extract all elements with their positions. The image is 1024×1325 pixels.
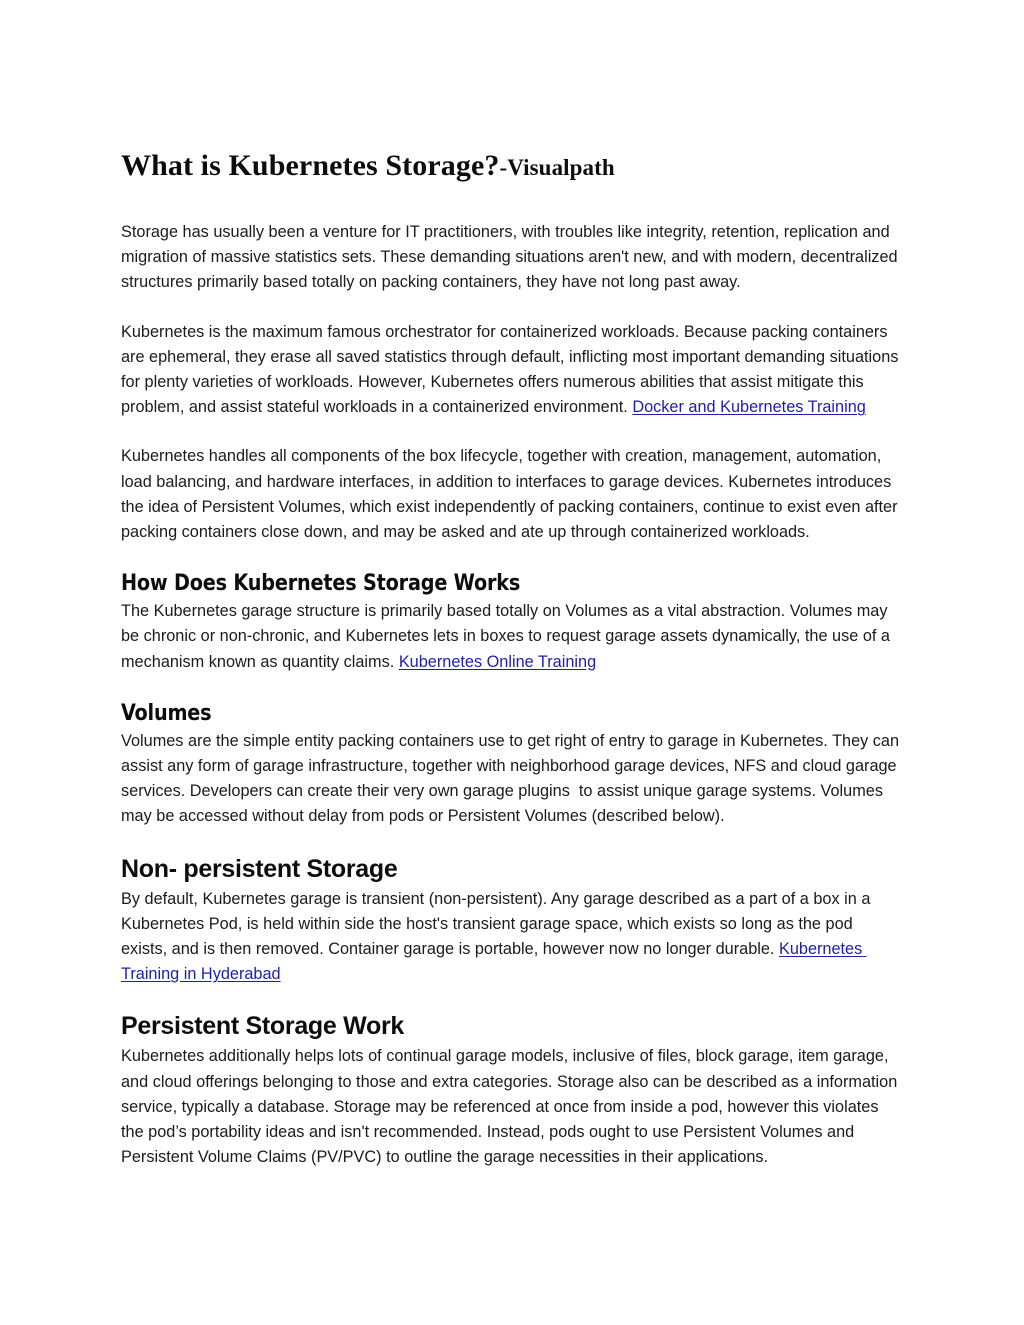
page-title-main: What is Kubernetes Storage?	[121, 149, 500, 182]
how-it-works-paragraph-text: The Kubernetes garage structure is primarily based totally on Volumes as a vital abstraction. Volumes may be chronic or non-chronic, and Kubernetes lets in boxes to request garage assets dynamically, the use of a mechanism known as quantity claims.	[121, 602, 895, 671]
intro-paragraph-3: Kubernetes handles all components of the box lifecycle, together with creation, management, automation, load balancing, and hardware interfaces, in addition to interfaces to garage devices. Kubernetes introduces the idea of Persistent Volumes, which exist independently of packing containers, continue to exist even after packing containers close down, and may be asked and ate up through containerized workloads.	[121, 447, 903, 542]
docker-kubernetes-training-link[interactable]: Docker and Kubernetes Training	[632, 398, 866, 417]
heading-non-persistent-storage: Non- persistent Storage	[121, 854, 398, 883]
how-it-works-paragraph	[121, 599, 903, 675]
kubernetes-training-hyderabad-link[interactable]: Kubernetes Training in Hyderabad	[121, 940, 867, 984]
non-persistent-paragraph	[121, 887, 903, 988]
page-title-suffix: -Visualpath	[499, 155, 615, 180]
document-content	[121, 148, 903, 1170]
heading-volumes: Volumes	[121, 699, 212, 726]
kubernetes-online-training-link[interactable]: Kubernetes Online Training	[398, 652, 597, 671]
intro-paragraph-1: Storage has usually been a venture for IT practitioners, with troubles like integrity, retention, replication and migration of massive statistics sets. These demanding situations aren't new, and with modern, decentralized structures primarily based totally on packing containers, they have not long past away.	[121, 223, 903, 292]
page-title	[121, 148, 903, 186]
persistent-paragraph: Kubernetes additionally helps lots of continual garage models, inclusive of files, block garage, item garage, and cloud offerings belonging to those and extra categories. Storage also can be described as a information service, typically a database. Storage may be referenced at once from inside a pod, however this violates the pod’s portability ideas and isn't recommended. Instead, pods ought to use Persistent Volumes and Persistent Volume Claims (PV/PVC) to outline the garage necessities in their applications.	[121, 1047, 902, 1167]
intro-paragraph-2	[121, 320, 903, 421]
intro-paragraph-2-text: Kubernetes is the maximum famous orchestrator for containerized workloads. Because packing containers are ephemeral, they erase all saved statistics through default, inflicting most important demanding situations for plenty varieties of workloads. However, Kubernetes offers numerous abilities that assist mitigate this problem, and assist stateful workloads in a containerized environment.	[121, 322, 903, 417]
heading-how-does-kubernetes-storage-works: How Does Kubernetes Storage Works	[121, 570, 521, 597]
heading-persistent-storage-work: Persistent Storage Work	[121, 1012, 405, 1041]
non-persistent-paragraph-text: By default, Kubernetes garage is transient (non-persistent). Any garage described as a part of a box in a Kubernetes Pod, is held within side the host's transient garage space, which exists so long as the pod exists, and is then removed. Container garage is portable, however now no longer durable.	[121, 889, 875, 959]
volumes-paragraph: Volumes are the simple entity packing containers use to get right of entry to garage in Kubernetes. They can assist any form of garage infrastructure, together with neighborhood garage devices, NFS and cloud garage services. Developers can create their very own garage plugins to assist unique garage systems. Volumes may be accessed without delay from pods or Persistent Volumes (described below).	[121, 731, 904, 826]
